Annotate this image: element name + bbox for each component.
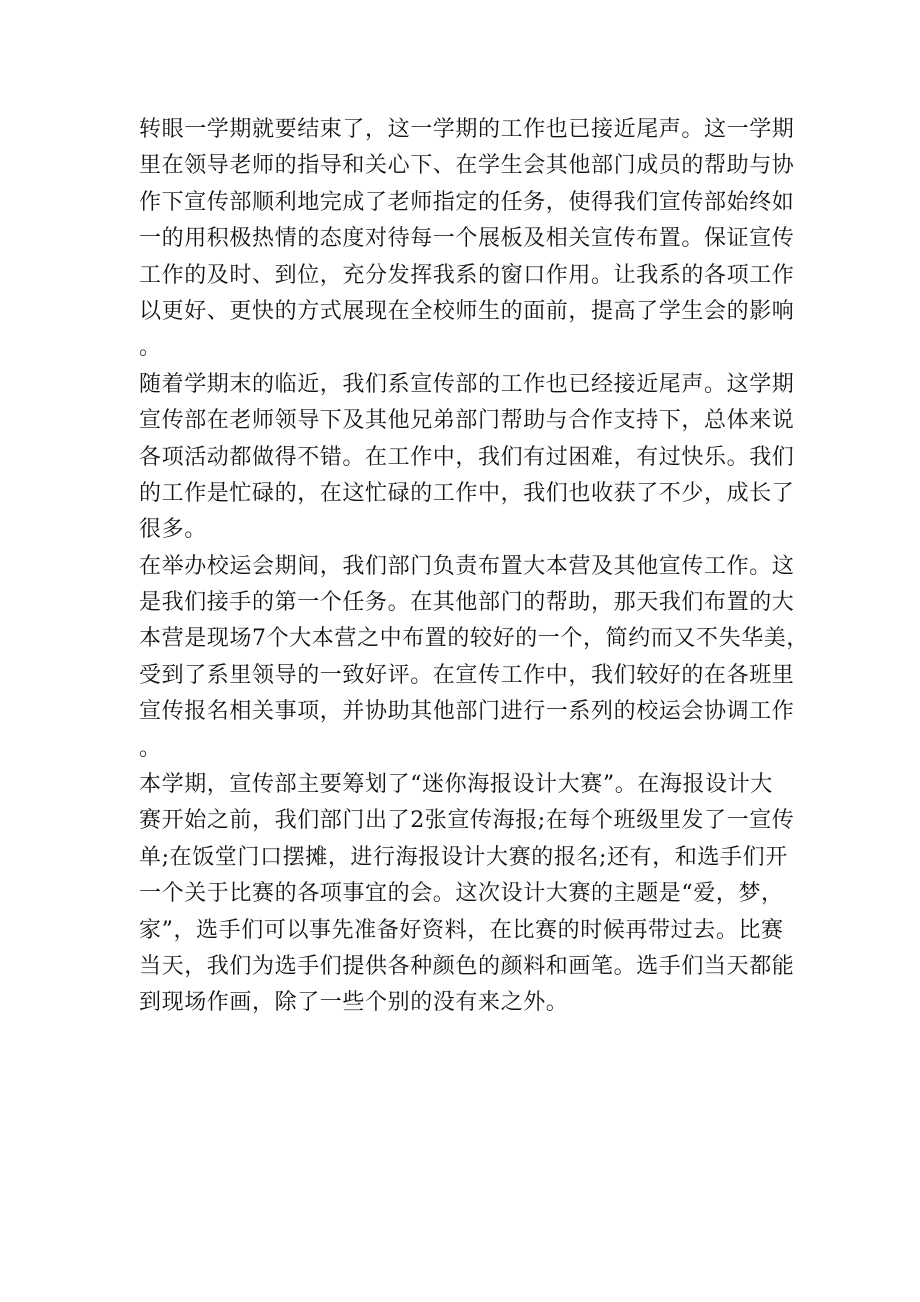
text-line: 宣传部在老师领导下及其他兄弟部门帮助与合作支持下，总体来说 (139, 408, 795, 434)
document-body (139, 112, 809, 1022)
text-line: 宣传报名相关事项，并协助其他部门进行一系列的校运会协调工作 (139, 699, 795, 725)
text-line: 很多。 (139, 517, 207, 543)
text-line: 工作的及时、到位，充分发挥我系的窗口作用。让我系的各项工作 (139, 262, 795, 288)
text-line: 随着学期末的临近，我们系宣传部的工作也已经接近尾声。这学期 (139, 371, 795, 397)
text-line: 一个关于比赛的各项事宜的会。这次设计大赛的主题是“爱，梦， (139, 881, 784, 907)
text-line: 里在领导老师的指导和关心下、在学生会其他部门成员的帮助与协 (139, 153, 795, 179)
text-line: 。 (139, 335, 162, 361)
text-line: 以更好、更快的方式展现在全校师生的面前，提高了学生会的影响 (139, 298, 795, 324)
text-line: 赛开始之前，我们部门出了2张宣传海报;在每个班级里发了一宣传 (139, 808, 795, 834)
text-line: 一的用积极热情的态度对待每一个展板及相关宣传布置。保证宣传 (139, 226, 795, 252)
text-line: 本学期，宣传部主要筹划了“迷你海报设计大赛”。在海报设计大 (139, 772, 773, 798)
text-line: 作下宣传部顺利地完成了老师指定的任务，使得我们宣传部始终如 (139, 189, 795, 215)
text-line: 转眼一学期就要结束了，这一学期的工作也已接近尾声。这一学期 (139, 117, 795, 142)
text-line: 当天，我们为选手们提供各种颜色的颜料和画笔。选手们当天都能 (139, 953, 795, 979)
text-line: 本营是现场7个大本营之中布置的较好的一个，简约而又不失华美， (139, 626, 809, 652)
text-line: 各项活动都做得不错。在工作中，我们有过困难，有过快乐。我们 (139, 444, 795, 470)
text-line: 是我们接手的第一个任务。在其他部门的帮助，那天我们布置的大 (139, 590, 795, 616)
text-line: 的工作是忙碌的，在这忙碌的工作中，我们也收获了不少，成长了 (139, 480, 795, 506)
text-line: 。 (139, 735, 162, 761)
text-line: 受到了系里领导的一致好评。在宣传工作中，我们较好的在各班里 (139, 662, 795, 688)
text-line: 家”，选手们可以事先准备好资料，在比赛的时候再带过去。比赛 (139, 917, 784, 943)
text-line: 到现场作画，除了一些个别的没有来之外。 (139, 990, 569, 1016)
text-line: 单;在饭堂门口摆摊，进行海报设计大赛的报名;还有，和选手们开 (139, 844, 788, 870)
text-line: 在举办校运会期间，我们部门负责布置大本营及其他宣传工作。这 (139, 553, 795, 579)
